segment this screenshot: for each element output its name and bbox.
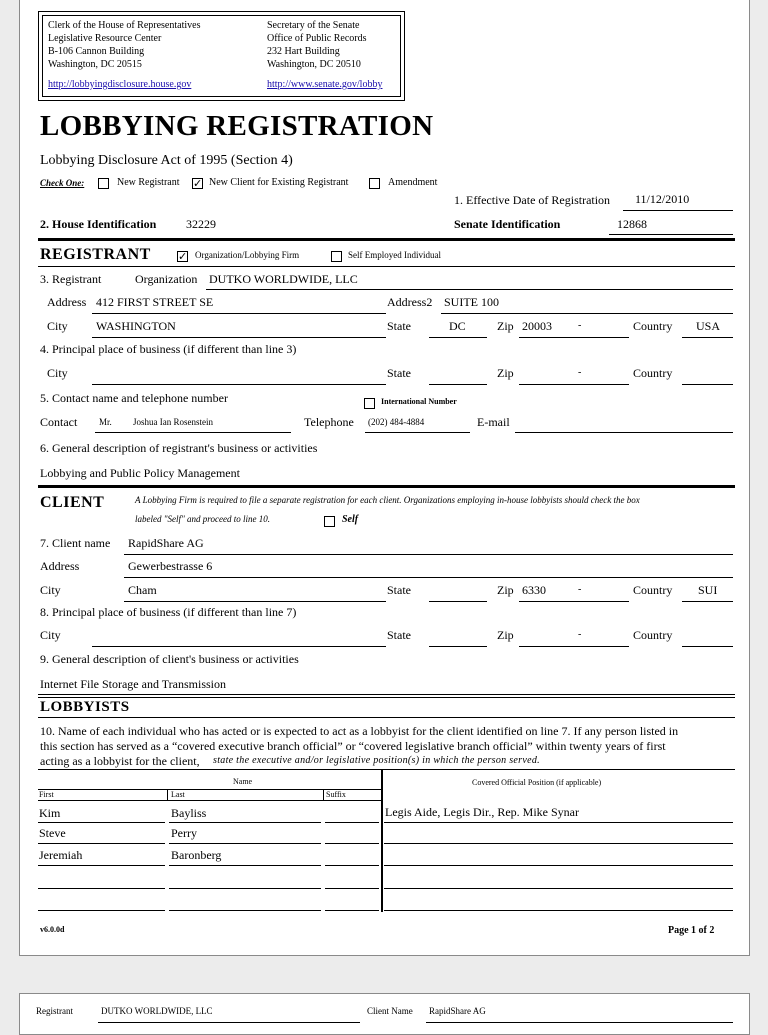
address-label: Address [47, 295, 87, 309]
amendment-checkbox[interactable] [369, 178, 380, 189]
page-number: Page 1 of 2 [668, 925, 715, 936]
client-pp-country-label: Country [633, 628, 673, 642]
client-name[interactable]: RapidShare AG [128, 536, 204, 550]
registrant-city[interactable]: WASHINGTON [96, 319, 176, 333]
zip-dash: - [578, 320, 582, 331]
new-client-label: New Client for Existing Registrant [209, 177, 349, 188]
line10-text-2: this section has served as a “covered executive branch official” or “covered legislative branch official” within twenty years of first [40, 739, 666, 753]
new-registrant-label: New Registrant [117, 177, 180, 188]
client-zip-dash: - [578, 584, 582, 595]
email-label: E-mail [477, 415, 510, 429]
registrant-country[interactable]: USA [696, 319, 721, 333]
effective-date-label: 1. Effective Date of Registration [454, 193, 611, 207]
client-pp-zip-label: Zip [497, 628, 514, 642]
line4-label: 4. Principal place of business (if different than line 3) [40, 342, 297, 356]
lobbyist-last-name[interactable]: Baronberg [171, 848, 222, 862]
form-version: v6.0.0d [40, 925, 65, 934]
clerk-url-link[interactable]: http://lobbyingdisclosure.house.gov [48, 79, 192, 90]
pp-zip-dash: - [578, 367, 582, 378]
clerk-line-2: Legislative Resource Center [48, 33, 162, 44]
pp-country-label: Country [633, 366, 673, 380]
client-zip[interactable]: 6330 [522, 583, 546, 597]
lobbyist-last-name[interactable]: Perry [171, 826, 197, 840]
client-note-line-2: labeled "Self" and proceed to line 10. [135, 514, 270, 524]
suffix-header: Suffix [326, 790, 346, 799]
telephone-value[interactable]: (202) 484-4884 [368, 417, 425, 427]
registrant-heading: REGISTRANT [40, 246, 151, 263]
senate-url-link[interactable]: http://www.senate.gov/lobby [267, 79, 383, 90]
client-pp-zip-dash: - [578, 629, 582, 640]
registrant-zip[interactable]: 20003 [522, 319, 552, 333]
registrant-state[interactable]: DC [449, 319, 466, 333]
state-label: State [387, 319, 411, 333]
pp-state-label: State [387, 366, 411, 380]
page2-client-label: Client Name [367, 1006, 413, 1016]
line10-text-3: acting as a lobbyist for the client, [40, 754, 200, 768]
form-title: LOBBYING REGISTRATION [40, 110, 434, 142]
registrant-org-name[interactable]: DUTKO WORLDWIDE, LLC [209, 272, 358, 286]
last-name-header: Last [171, 790, 185, 799]
form-subtitle: Lobbying Disclosure Act of 1995 (Section 4) [40, 153, 293, 168]
new-client-checkbox[interactable]: ✓ [193, 177, 203, 190]
form-page-1 [19, 0, 750, 956]
page2-registrant-value: DUTKO WORLDWIDE, LLC [101, 1006, 213, 1016]
page2-registrant-label: Registrant [36, 1006, 73, 1016]
client-city-label: City [40, 583, 61, 597]
house-id-value[interactable]: 32229 [186, 217, 216, 231]
org-firm-checkbox[interactable]: ✓ [178, 250, 188, 263]
first-name-header: First [39, 790, 54, 799]
senate-id-value[interactable]: 12868 [617, 217, 647, 231]
effective-date-value[interactable]: 11/12/2010 [635, 192, 690, 206]
client-description[interactable]: Internet File Storage and Transmission [40, 677, 226, 691]
line10-text-1: 10. Name of each individual who has acted or is expected to act as a lobbyist for the client identified on line 7. If any person listed in [40, 724, 679, 738]
pp-city-label: City [47, 366, 68, 380]
client-country-label: Country [633, 583, 673, 597]
client-country[interactable]: SUI [698, 583, 718, 597]
new-registrant-checkbox[interactable] [98, 178, 109, 189]
client-address[interactable]: Gewerbestrasse 6 [128, 559, 213, 573]
house-id-label: 2. House Identification [40, 217, 157, 231]
senate-line-1: Secretary of the Senate [267, 20, 360, 31]
senate-line-3: 232 Hart Building [267, 46, 340, 57]
senate-line-4: Washington, DC 20510 [267, 59, 361, 70]
lobbyist-first-name[interactable]: Jeremiah [39, 848, 83, 862]
registrant-description[interactable]: Lobbying and Public Policy Management [40, 466, 240, 480]
address2-label: Address2 [387, 295, 433, 309]
clerk-line-4: Washington, DC 20515 [48, 59, 142, 70]
client-note-line-1: A Lobbying Firm is required to file a separate registration for each client. Organizations employing in-house lobbyists should check the box [135, 495, 640, 505]
client-city[interactable]: Cham [128, 583, 157, 597]
org-firm-label: Organization/Lobbying Firm [195, 250, 300, 260]
client-heading: CLIENT [40, 494, 105, 511]
lobbyist-first-name[interactable]: Kim [39, 806, 61, 820]
self-label: Self [342, 514, 359, 525]
self-checkbox[interactable] [324, 516, 335, 527]
amendment-label: Amendment [388, 177, 438, 188]
page2-client-value: RapidShare AG [429, 1006, 486, 1016]
clerk-line-3: B-106 Cannon Building [48, 46, 145, 57]
line5-label: 5. Contact name and telephone number [40, 391, 228, 405]
organization-label: Organization [135, 272, 198, 286]
zip-label: Zip [497, 319, 514, 333]
self-employed-label: Self Employed Individual [348, 250, 441, 260]
position-column-header: Covered Official Position (if applicable) [472, 778, 602, 787]
client-zip-label: Zip [497, 583, 514, 597]
line8-label: 8. Principal place of business (if different than line 7) [40, 605, 297, 619]
international-number-checkbox[interactable] [364, 398, 375, 409]
registrant-address[interactable]: 412 FIRST STREET SE [96, 295, 214, 309]
city-label: City [47, 319, 68, 333]
contact-prefix[interactable]: Mr. [99, 417, 112, 427]
client-state-label: State [387, 583, 411, 597]
form-page-2 [19, 993, 750, 1035]
telephone-label: Telephone [304, 415, 354, 429]
line7-label: 7. Client name [40, 536, 111, 550]
name-column-header: Name [233, 777, 253, 786]
client-pp-city-label: City [40, 628, 61, 642]
client-address-label: Address [40, 559, 80, 573]
lobbyists-heading: LOBBYISTS [40, 699, 130, 715]
lobbyist-first-name[interactable]: Steve [39, 826, 66, 840]
country-label: Country [633, 319, 673, 333]
international-number-label: International Number [381, 397, 457, 406]
contact-name[interactable]: Joshua Ian Rosenstein [133, 417, 213, 427]
clerk-line-1: Clerk of the House of Representatives [48, 20, 201, 31]
lobbyist-position[interactable]: Legis Aide, Legis Dir., Rep. Mike Synar [385, 805, 579, 819]
line10-text-3-italic: state the executive and/or legislative position(s) in which the person served. [213, 755, 540, 766]
lobbyist-last-name[interactable]: Bayliss [171, 806, 207, 820]
registrant-address2[interactable]: SUITE 100 [444, 295, 499, 309]
pp-zip-label: Zip [497, 366, 514, 380]
self-employed-checkbox[interactable] [331, 251, 342, 262]
line6-label: 6. General description of registrant's business or activities [40, 441, 318, 455]
line9-label: 9. General description of client's business or activities [40, 652, 299, 666]
contact-label: Contact [40, 415, 78, 429]
client-pp-state-label: State [387, 628, 411, 642]
senate-line-2: Office of Public Records [267, 33, 367, 44]
check-one-label: Check One: [40, 178, 85, 188]
senate-id-label: Senate Identification [454, 217, 561, 231]
line3-label: 3. Registrant [40, 272, 102, 286]
